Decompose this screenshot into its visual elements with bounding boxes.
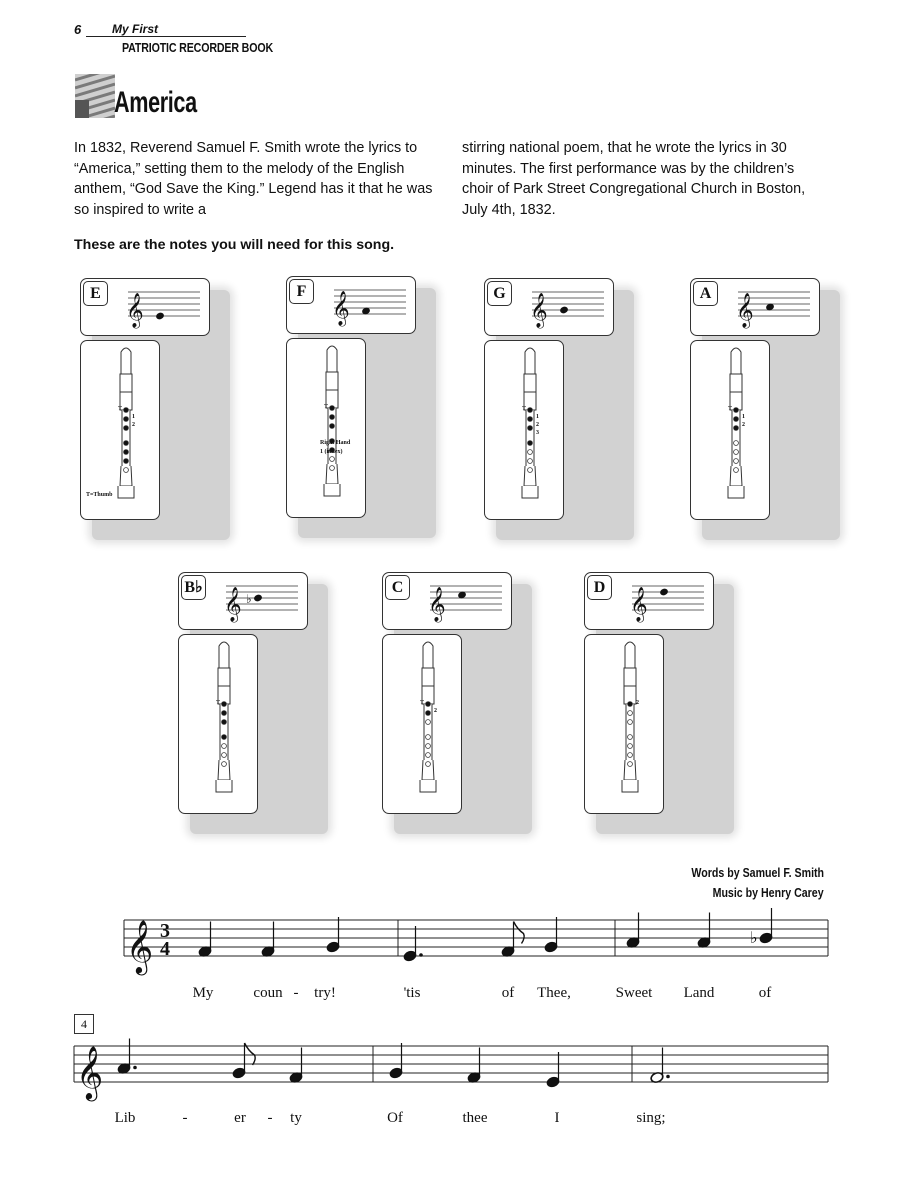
- recorder-icon: [216, 642, 232, 792]
- series-title-top: My First: [112, 22, 159, 36]
- staff-note-head: [659, 588, 669, 597]
- finger-hole: [426, 735, 431, 740]
- lyric-syllable: Land: [683, 985, 715, 1001]
- flat-icon: ♭: [750, 928, 758, 947]
- recorder-icon: [324, 346, 340, 496]
- intro-column-1: In 1832, Reverend Samuel F. Smith wrote the lyrics to “America,” setting them to the melody of the English anthem, “God Save the King.” Legend has it that he was so inspired to write a: [74, 140, 433, 218]
- fingering-diagram: [178, 572, 308, 812]
- finger-hole: [426, 720, 431, 725]
- finger-hole: [330, 406, 335, 411]
- treble-clef-icon: 𝄞: [428, 587, 446, 622]
- fingering-label: Right Hand: [320, 440, 351, 446]
- finger-hole: [222, 753, 227, 758]
- finger-hole: [124, 426, 129, 431]
- fingering-label: T: [522, 406, 527, 412]
- fingering-label: T: [420, 700, 425, 706]
- line2-flag-1: [245, 1043, 256, 1065]
- treble-clef-icon: 𝄞: [736, 293, 754, 328]
- lyric-syllable: -: [267, 1110, 273, 1126]
- fingering-label: 3: [536, 430, 539, 436]
- note-letter: F: [289, 279, 314, 304]
- finger-hole: [628, 744, 633, 749]
- lyric-syllable: Of: [387, 1110, 403, 1126]
- treble-clef-icon: 𝄞: [630, 587, 648, 622]
- fingering-label: 2: [742, 422, 745, 428]
- finger-hole: [734, 468, 739, 473]
- finger-hole: [528, 408, 533, 413]
- page-title: America: [114, 86, 197, 119]
- finger-hole: [124, 450, 129, 455]
- fingering-diagram: [690, 278, 820, 518]
- lyric-syllable: I: [554, 1110, 560, 1126]
- note-letter: C: [385, 575, 410, 600]
- fingering-label: T: [324, 404, 329, 410]
- finger-hole: [628, 753, 633, 758]
- finger-hole: [628, 720, 633, 725]
- fingering-diagram: [80, 278, 210, 518]
- finger-hole: [124, 468, 129, 473]
- finger-hole: [222, 735, 227, 740]
- finger-hole: [222, 720, 227, 725]
- finger-hole: [628, 735, 633, 740]
- lyric-syllable: Thee,: [537, 985, 571, 1001]
- finger-hole: [426, 744, 431, 749]
- measure-number: 4: [74, 1014, 94, 1034]
- line1-note-5: [544, 941, 558, 953]
- finger-hole: [734, 459, 739, 464]
- fingering-label: 2: [536, 422, 539, 428]
- note-letter: D: [587, 575, 612, 600]
- finger-hole: [222, 762, 227, 767]
- line2-note-6: [650, 1071, 664, 1083]
- fingering-diagram: [584, 572, 714, 812]
- finger-hole: [124, 459, 129, 464]
- note-letter: G: [487, 281, 512, 306]
- treble-clef-icon: 𝄞: [530, 293, 548, 328]
- flat-icon: ♭: [246, 592, 252, 606]
- line2-note-0: [117, 1062, 131, 1074]
- finger-hole: [222, 711, 227, 716]
- finger-hole: [528, 417, 533, 422]
- finger-hole: [628, 762, 633, 767]
- lyric-syllable: 'tis: [403, 985, 421, 1001]
- finger-hole: [330, 424, 335, 429]
- lyric-syllable: thee: [462, 1110, 488, 1126]
- note-card-bb: [178, 572, 308, 810]
- header-rule: [86, 36, 246, 37]
- finger-hole: [330, 466, 335, 471]
- finger-hole: [330, 457, 335, 462]
- note-card-a: [690, 278, 820, 516]
- fingering-label: T: [118, 406, 123, 412]
- lyric-syllable: try!: [314, 985, 336, 1001]
- treble-clef-icon: 𝄞: [126, 919, 154, 973]
- fingering-label: T: [216, 700, 221, 706]
- line1-flag-4: [514, 922, 525, 944]
- fingering-diagram: [286, 276, 416, 516]
- lyric-syllable: er: [234, 1110, 246, 1126]
- treble-clef-icon: 𝄞: [126, 293, 144, 328]
- line2-dot-6: [666, 1075, 670, 1079]
- note-card-c: [382, 572, 512, 810]
- line2-dot-0: [133, 1066, 137, 1070]
- fingering-diagram: [484, 278, 614, 518]
- finger-hole: [124, 408, 129, 413]
- finger-hole: [330, 415, 335, 420]
- staff-note-head: [253, 594, 263, 603]
- finger-hole: [222, 744, 227, 749]
- flag-icon: [75, 74, 115, 118]
- series-title: PATRIOTIC RECORDER BOOK: [122, 40, 274, 55]
- note-letter: B♭: [181, 575, 206, 600]
- recorder-icon: [420, 642, 436, 792]
- line1-note-8: [759, 932, 773, 944]
- fingering-label: 1: [132, 414, 135, 420]
- finger-hole: [734, 441, 739, 446]
- finger-hole: [734, 426, 739, 431]
- finger-hole: [528, 441, 533, 446]
- finger-hole: [628, 711, 633, 716]
- finger-hole: [222, 702, 227, 707]
- line2-note-3: [389, 1067, 403, 1079]
- finger-hole: [528, 459, 533, 464]
- fingering-label: 2: [636, 700, 639, 706]
- page-number: 6: [74, 22, 82, 37]
- lyric-syllable: of: [501, 985, 515, 1001]
- note-card-e: [80, 278, 210, 516]
- finger-hole: [734, 450, 739, 455]
- finger-hole: [734, 417, 739, 422]
- lyric-syllable: sing;: [636, 1110, 666, 1126]
- fingering-label: T: [728, 406, 733, 412]
- treble-clef-icon: 𝄞: [76, 1045, 104, 1099]
- line2-note-4: [467, 1071, 481, 1083]
- treble-clef-icon: 𝄞: [224, 587, 242, 622]
- line1-note-6: [626, 936, 640, 948]
- finger-hole: [734, 408, 739, 413]
- lyric-syllable: Sweet: [615, 985, 653, 1001]
- note-letter: A: [693, 281, 718, 306]
- lyric-syllable: My: [192, 985, 214, 1001]
- line2-note-5: [546, 1076, 560, 1088]
- lyric-syllable: Lib: [114, 1110, 136, 1126]
- line1-note-7: [697, 936, 711, 948]
- finger-hole: [426, 702, 431, 707]
- line1-note-2: [326, 941, 340, 953]
- finger-hole: [628, 702, 633, 707]
- staff-note-head: [155, 312, 165, 321]
- finger-hole: [528, 426, 533, 431]
- finger-hole: [124, 417, 129, 422]
- line1-note-3: [403, 950, 417, 962]
- note-letter: E: [83, 281, 108, 306]
- lyric-syllable: -: [293, 985, 299, 1001]
- treble-clef-icon: 𝄞: [332, 291, 350, 326]
- staff-note-head: [559, 306, 569, 315]
- time-sig-top: 3: [160, 920, 170, 942]
- finger-hole: [124, 441, 129, 446]
- fingering-diagram: [382, 572, 512, 812]
- lyric-syllable: of: [758, 985, 772, 1001]
- fingering-label: T=Thumb: [86, 492, 113, 498]
- finger-hole: [528, 468, 533, 473]
- line1-note-1: [261, 945, 275, 957]
- music-credit: Music by Henry Carey: [712, 886, 824, 900]
- fingering-label: 1: [742, 414, 745, 420]
- line1-note-0: [198, 945, 212, 957]
- note-card-g: [484, 278, 614, 516]
- lyric-syllable: coun: [253, 985, 283, 1001]
- line1-note-4: [501, 945, 515, 957]
- finger-hole: [528, 450, 533, 455]
- lyric-syllable: -: [182, 1110, 188, 1126]
- fingering-label: 1 (index): [320, 449, 343, 455]
- lyric-syllable: ty: [290, 1110, 302, 1126]
- time-sig-bottom: 4: [160, 938, 170, 960]
- finger-hole: [426, 762, 431, 767]
- note-card-f: [286, 276, 416, 514]
- intro-column-2: stirring national poem, that he wrote the lyrics in 30 minutes. The first performance was by the children’s choir of Park Street Congregational Church in Boston, July 4th, 1832.: [462, 140, 806, 218]
- fingering-label: 1: [536, 414, 539, 420]
- line2-note-2: [289, 1071, 303, 1083]
- recorder-icon: [622, 642, 638, 792]
- fingering-label: 2: [132, 422, 135, 428]
- line1-dot-3: [419, 953, 423, 957]
- fingering-label: 2: [434, 708, 437, 714]
- words-credit: Words by Samuel F. Smith: [691, 866, 824, 880]
- note-card-d: [584, 572, 714, 810]
- line2-note-1: [232, 1067, 246, 1079]
- finger-hole: [426, 753, 431, 758]
- finger-hole: [426, 711, 431, 716]
- notes-heading: These are the notes you will need for this song.: [74, 237, 395, 253]
